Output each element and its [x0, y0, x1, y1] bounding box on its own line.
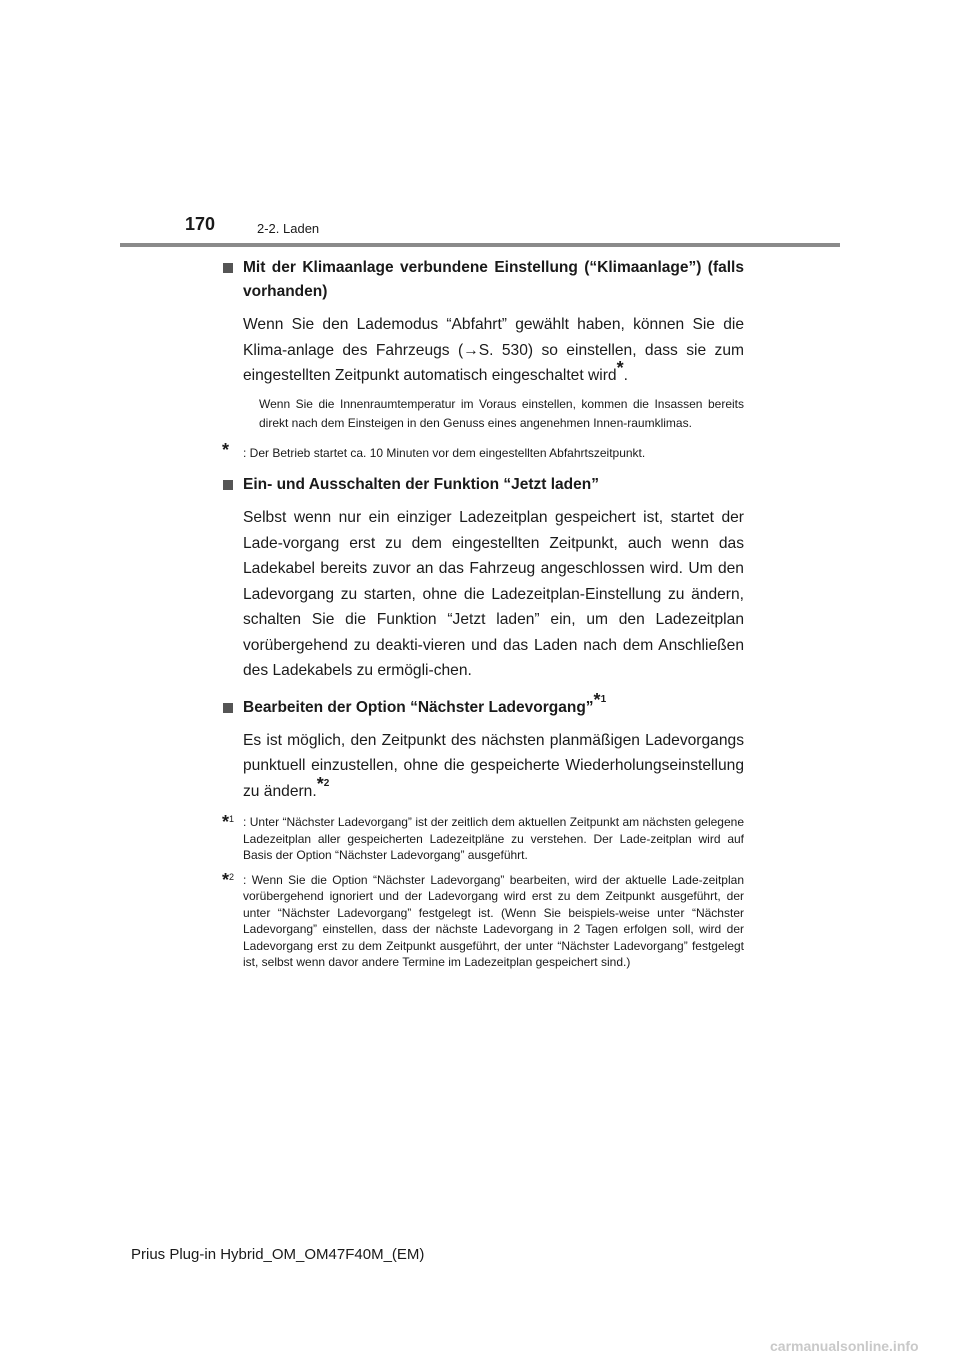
heading-text: Ein- und Ausschalten der Funktion “Jetzt laden”	[243, 476, 599, 493]
paragraph-text: Es ist möglich, den Zeitpunkt des nächsten planmäßigen Ladevorgangs punktuell einzustellen, ohne die gespeicherte Wiederholungseinstellung zu ändern.	[243, 731, 744, 800]
footnote-2	[222, 869, 744, 971]
bullet-square-icon	[223, 703, 233, 713]
footnote-text: : Wenn Sie die Option “Nächster Ladevorgang” bearbeiten, wird der aktuelle Lade-zeitplan vorübergehend ignoriert und der Ladevorgang wird erst zu dem Zeitpunkt ausgeführt, der unter “Nächster Ladevorgang” festgelegt ist. (Wenn Sie beispiels-weise unter “Nächster Ladevorgang” einstellen, dass der nächste Ladevorgang in 2 Tagen erfolgen soll, wird der Ladevorgang erst zu dem Zeitpunkt ausgeführt, der unter “Nächster Ladevorgang” festgelegt ist, selbst wenn davor andere Termine im Ladezeitplan gespeichert sind.)	[243, 872, 744, 969]
page-content	[222, 256, 744, 971]
section-heading-climate	[222, 256, 744, 304]
watermark: carmanualsonline.info	[770, 1338, 919, 1354]
bullet-square-icon	[223, 263, 233, 273]
paragraph-climate	[222, 312, 744, 389]
footnote-marker: *$^2$	[316, 773, 330, 794]
footnote-marker: *	[222, 439, 230, 460]
page-reference-link[interactable]: S. 530	[478, 341, 528, 359]
section-breadcrumb: 2-2. Laden	[257, 221, 320, 236]
footnote-marker: *$^2$	[222, 869, 235, 890]
footnote-text: : Der Betrieb startet ca. 10 Minuten vor dem eingestellten Abfahrtszeitpunkt.	[243, 445, 646, 460]
heading-text: Bearbeiten der Option “Nächster Ladevorgang”	[243, 698, 594, 716]
footnote-marker: *$^1$	[222, 812, 235, 832]
paragraph-text: ) so einstellen, dass sie zum eingestellten Zeitpunkt automatisch eingeschaltet wird	[243, 341, 744, 384]
footnote-climate	[222, 439, 744, 462]
paragraph-next-charge	[222, 728, 744, 805]
section-heading-next-charge	[222, 689, 744, 720]
section-heading-charge-now	[222, 473, 744, 497]
footnote-text: : Unter “Nächster Ladevorgang” ist der zeitlich dem aktuellen Zeitpunkt am nächsten gelegene Ladezeitplan aller gespeicherten Ladezeitpläne zu verstehen. Der Lade-zeitplan wird auf Basis der Option “Nächster Ladevorgang” ausgeführt.	[243, 815, 744, 862]
page-number: 170	[185, 214, 216, 234]
info-note: Wenn Sie die Innenraumtemperatur im Voraus einstellen, kommen die Insassen bereits direkt nach dem Einsteigen in den Genuss eines angenehmen Innen-raumklimas.	[259, 396, 744, 430]
paragraph-charge-now: Selbst wenn nur ein einziger Ladezeitplan gespeichert ist, startet der Lade-vorgang erst zu dem eingestellten Zeitpunkt, auch wenn das Ladekabel bereits zuvor an das Fahrzeug angeschlossen wird. Um den Ladevorgang zu starten, ohne die Ladezeitplan-Einstellung zu ändern, schalten Sie die Funktion “Jetzt laden” ein, um den Ladezeitplan vorübergehend zu deakti-vieren und das Laden nach dem Anschließen des Ladekabels zu ermögli-chen.	[243, 509, 744, 679]
footnote-1	[222, 814, 744, 864]
footnote-marker: *$^1$	[593, 689, 607, 710]
header-divider	[120, 243, 840, 247]
bullet-square-icon	[223, 480, 233, 490]
arrow-icon: →	[463, 341, 479, 359]
paragraph-text: Wenn Sie den Lademodus “Abfahrt” gewählt haben, können Sie die Klima-anlage des Fahrzeugs (	[243, 316, 744, 359]
paragraph-end: .	[623, 367, 628, 384]
heading-text: Mit der Klimaanlage verbundene Einstellung (“Klimaanlage”) (falls vorhanden)	[243, 259, 744, 300]
footer-model-code: Prius Plug-in Hybrid_OM_OM47F40M_(EM)	[131, 1246, 425, 1263]
footnote-marker: *	[616, 358, 624, 378]
